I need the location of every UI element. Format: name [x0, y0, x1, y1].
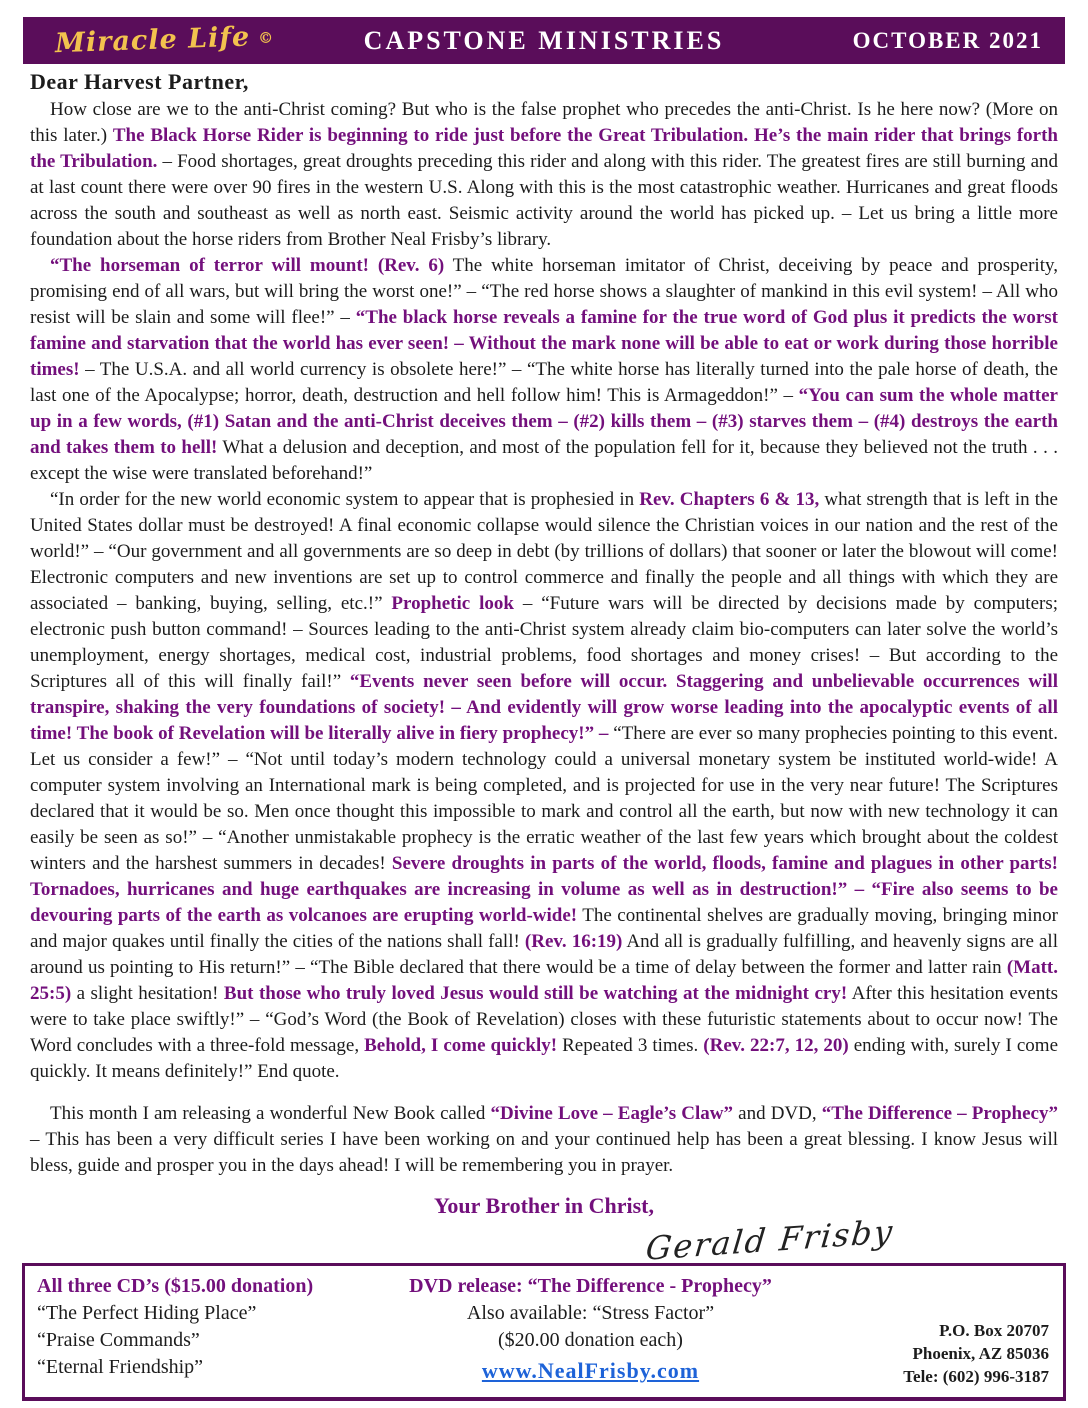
telephone: Tele: (602) 996-3187 [903, 1367, 1049, 1386]
body-text: – This has been a very difficult series I have been working on and your continued help has been a great blessing. I know Jesus will bless, guide and prosper you in the days ahead! I will be remembering you in prayer. [30, 1129, 1058, 1176]
body-text: “There are ever so many prophecies pointing to this event. Let us consider a few!” – “Not until today’s modern technology could a universal monetary system be instituted world-wide! A computer system involving an International mark is being completed, and is projected for use in the very near future! The Scriptures declared that it would be so. Men once thought this impossible to mark and control all the earth, but now with new technology it can easily be seen as so!” – “Another unmistakable prophecy is the erratic weather of the last few years which brought about the coldest winters and the harshest summers in decades! [30, 723, 1058, 874]
body-text: Repeated 3 times. [557, 1035, 704, 1056]
issue-date: OCTOBER 2021 [852, 27, 1043, 53]
emphasis-text: “Events never seen before will occur. Staggering and unbelievable occurrences will transpire, shaking the very foundations of society! – And evidently will grow worse leading into the apocalyptic events of all time! The book of Revelation will be literally alive in fiery prophecy!” – [30, 671, 1058, 744]
cd-offer [37, 1273, 367, 1388]
body-paragraph [30, 97, 1058, 253]
body-text: The white horseman imitator of Christ, deceiving by peace and prosperity, promising end of all wars, but will bring the worst one!” – “The red horse shows a slaughter of mankind in this evil system! – All who resist will be slain and some will flee!” – [30, 255, 1058, 328]
cd-title: “Eternal Friendship” [37, 1356, 204, 1378]
body-text: what strength that is left in the United States dollar must be destroyed! A final economic collapse would silence the Christian voices in our nation and the rest of the world!” – “Our government and all governments are so deep in debt (by trillions of dollars) that sooner or later the blowout will come! Electronic computers and new inventions are set up to control commerce and finally the people and all things with which they are associated – banking, buying, selling, etc.!” [30, 489, 1058, 614]
body-paragraphs [30, 97, 1058, 1179]
dvd-release-heading: DVD release: “The Difference - Prophecy” [409, 1275, 772, 1297]
body-text: The continental shelves are gradually moving, bringing minor and major quakes until finally the cities of the nations shall fall! [30, 905, 1058, 952]
emphasis-text: Prophetic look [391, 593, 514, 614]
body-paragraph [30, 253, 1058, 487]
closing-line: Your Brother in Christ, [433, 1193, 655, 1218]
body-text: “In order for the new world economic system to appear that is prophesied in [50, 489, 640, 510]
contact-info [814, 1273, 1049, 1388]
copyright-symbol: © [257, 28, 274, 48]
body-text: How close are we to the anti-Christ coming? But who is the false prophet who precedes the anti-Christ. Is he here now? (More on this later.) [30, 99, 1058, 146]
salutation: Dear Harvest Partner, [30, 69, 249, 94]
body-text: a slight hesitation! [71, 983, 224, 1004]
body-text: What a delusion and deception, and most of the population fell for it, because they believed not the truth . . . except the wise were translated beforehand!” [30, 437, 1058, 484]
emphasis-text: (Matt. 25:5) [30, 957, 1058, 1004]
city-state-zip: Phoenix, AZ 85036 [912, 1344, 1049, 1363]
body-paragraph [30, 487, 1058, 1085]
body-text: This month I am releasing a wonderful New Book called [50, 1103, 491, 1124]
body-text: And all is gradually fulfilling, and heavenly signs are all around us pointing to His return!” – “The Bible declared that there would be a time of delay between the former and latter rain [30, 931, 1058, 978]
dvd-offer [367, 1273, 814, 1388]
body-text: After this hesitation events were to take place swiftly!” – “God’s Word (the Book of Revelation) closes with these futuristic statements about to occur now! The Word concludes with a three-fold message, [30, 983, 1058, 1056]
emphasis-text: “The horseman of terror will mount! (Rev. 6) [50, 255, 445, 276]
website-link[interactable]: www.NealFrisby.com [481, 1358, 700, 1383]
body-text: – Food shortages, great droughts preceding this rider and along with this rider. The greatest fires are still burning and at last count there were over 90 fires in the western U.S. Along with this is the most catastrophic weather. Hurricanes and great floods across the south and southeast as well as north east. Seismic activity around the world has picked up. – Let us bring a little more foundation about the horse riders from Brother Neal Frisby’s library. [30, 151, 1058, 250]
dvd-donation-note: ($20.00 donation each) [498, 1329, 683, 1351]
emphasis-text: (Rev. 16:19) [524, 931, 623, 952]
header-bar [23, 17, 1065, 64]
body-paragraph [30, 1101, 1058, 1179]
emphasis-text: Rev. Chapters 6 & 13, [639, 489, 820, 510]
emphasis-text: The Black Horse Rider is beginning to ride just before the Great Tribulation. He’s the main rider that brings forth the Tribulation. [30, 125, 1058, 172]
signature: Gerald Frisby [644, 1212, 896, 1268]
emphasis-text: “The black horse reveals a famine for the true word of God plus it predicts the worst famine and starvation that the world has ever seen! – Without the mark none will be able to eat or work during those horrible times! [30, 307, 1059, 380]
miracle-life-logo [23, 21, 274, 61]
cd-title: “Praise Commands” [37, 1329, 200, 1351]
ministry-title: CAPSTONE MINISTRIES [363, 25, 725, 55]
body-text: – The U.S.A. and all world currency is obsolete here!” – “The white horse has literally turned into the pale horse of death, the last one of the Apocalypse; horror, death, destruction and hell follow him! This is Armageddon!” – [30, 359, 1058, 406]
body-text: – “Future wars will be directed by decisions made by computers; electronic push button command! – Sources leading to the anti-Christ system already claim bio-computers can later solve the world’s unemployment, energy shortages, medical cost, industrial problems, food shortages and money crises! – But according to the Scriptures all of this will finally fail!” [30, 593, 1058, 692]
body-text: and DVD, [733, 1103, 822, 1124]
emphasis-text: Behold, I come quickly! [364, 1035, 558, 1056]
emphasis-text: But those who truly loved Jesus would still be watching at the midnight cry! [223, 983, 848, 1004]
dvd-also-available: Also available: “Stress Factor” [466, 1302, 715, 1324]
footer-box [22, 1263, 1066, 1401]
emphasis-text: “The Difference – Prophecy” [821, 1103, 1058, 1124]
cd-title: “The Perfect Hiding Place” [37, 1302, 257, 1324]
body-text: ending with, surely I come quickly. It means definitely!” End quote. [30, 1035, 1058, 1082]
letter-page [0, 17, 1088, 1408]
logo-text: Miracle Life [54, 21, 251, 60]
emphasis-text: Severe droughts in parts of the world, floods, famine and plagues in other parts! Tornadoes, hurricanes and huge earthquakes are increasing in volume as well as in destruction!” – “Fire also seems to be devouring parts of the earth as volcanoes are erupting world-wide! [30, 853, 1058, 926]
emphasis-text: (Rev. 22:7, 12, 20) [703, 1035, 849, 1056]
emphasis-text: “Divine Love – Eagle’s Claw” [490, 1103, 734, 1124]
emphasis-text: “You can sum the whole matter up in a few words, (#1) Satan and the anti-Christ deceives them – (#2) kills them – (#3) starves them – (#4) destroys the earth and takes them to hell! [30, 385, 1058, 458]
cd-offer-heading: All three CD’s ($15.00 donation) [37, 1275, 314, 1297]
po-box: P.O. Box 20707 [939, 1321, 1049, 1340]
